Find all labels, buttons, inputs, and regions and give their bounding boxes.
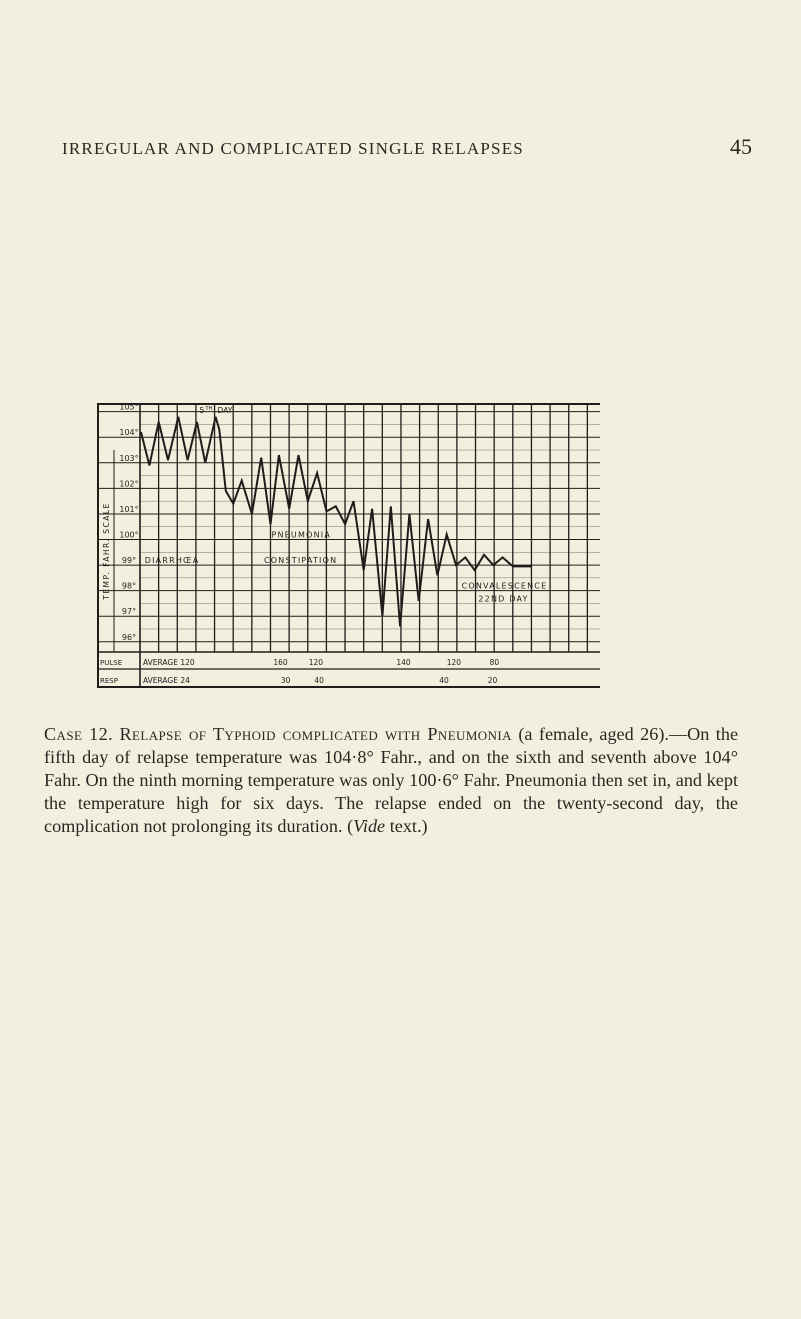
table-row-value: 140 [396,658,411,667]
y-tick-label: 101° [119,504,139,514]
temperature-chart-svg [96,402,600,692]
chart-frame [98,404,600,687]
y-tick-label: 97° [121,607,137,617]
y-tick-label: 105° [119,402,139,412]
table-row-text: AVERAGE 24 [143,676,190,685]
table-row-value: 120 [308,658,324,667]
table-row-label: PULSE [100,659,123,667]
y-tick-label: 100° [119,530,139,540]
table-row-value: 40 [314,676,324,685]
table-row-value: 120 [446,658,462,667]
table-row-value: 80 [489,658,500,667]
caption-vide: Vide [353,816,386,837]
running-title: IRREGULAR AND COMPLICATED SINGLE RELAPSES [62,139,524,158]
table-row-text: AVERAGE 120 [143,658,195,667]
running-head [62,134,752,160]
y-tick-label: 98° [121,581,137,591]
caption-case-number: Case 12. [44,724,114,745]
caption-text: (a female, aged 26).—On the fifth day of relapse temperature was 104·8° Fahr., and on the sixth and seventh above 104° Fahr. On the ninth morning temperature was only 100·6° Fahr. Pneumonia then set in, and kept the temperature high for six days. The relapse ended on the twenty-second day, the complication not prolonging its duration. ( [44,724,739,837]
table-row-value: 40 [439,676,449,685]
chart-annotation: CONVALESCENCE [461,581,548,591]
table-row-value: 160 [273,658,288,667]
chart-annotation: CONSTIPATION [264,556,338,566]
temperature-chart [96,402,600,692]
caption-heading: Relapse of Typhoid complicated with Pneumonia [119,724,512,745]
y-tick-label: 96° [121,632,137,642]
page-number: 45 [730,134,752,159]
y-axis-label: TEMP. FAHR. SCALE [102,502,111,600]
table-row-value: 30 [280,676,291,685]
y-tick-label: 99° [121,556,137,566]
y-tick-label: 103° [119,453,139,463]
table-row-value: 20 [487,676,498,685]
chart-annotation: 22ND DAY [478,594,529,604]
chart-annotation: DIARRHŒA [144,556,200,566]
chart-annotation: PNEUMONIA [271,530,332,540]
y-tick-label: 104° [119,428,139,438]
day-marker-label: 5 [199,406,205,415]
figure-caption [44,723,738,838]
caption-text-end: text.) [385,816,428,837]
temperature-line [141,417,532,627]
y-tick-label: 102° [119,479,139,489]
day-marker-suffix: TH [205,406,213,412]
day-marker-word: DAY [217,406,233,415]
table-row-label: RESP [100,677,118,685]
